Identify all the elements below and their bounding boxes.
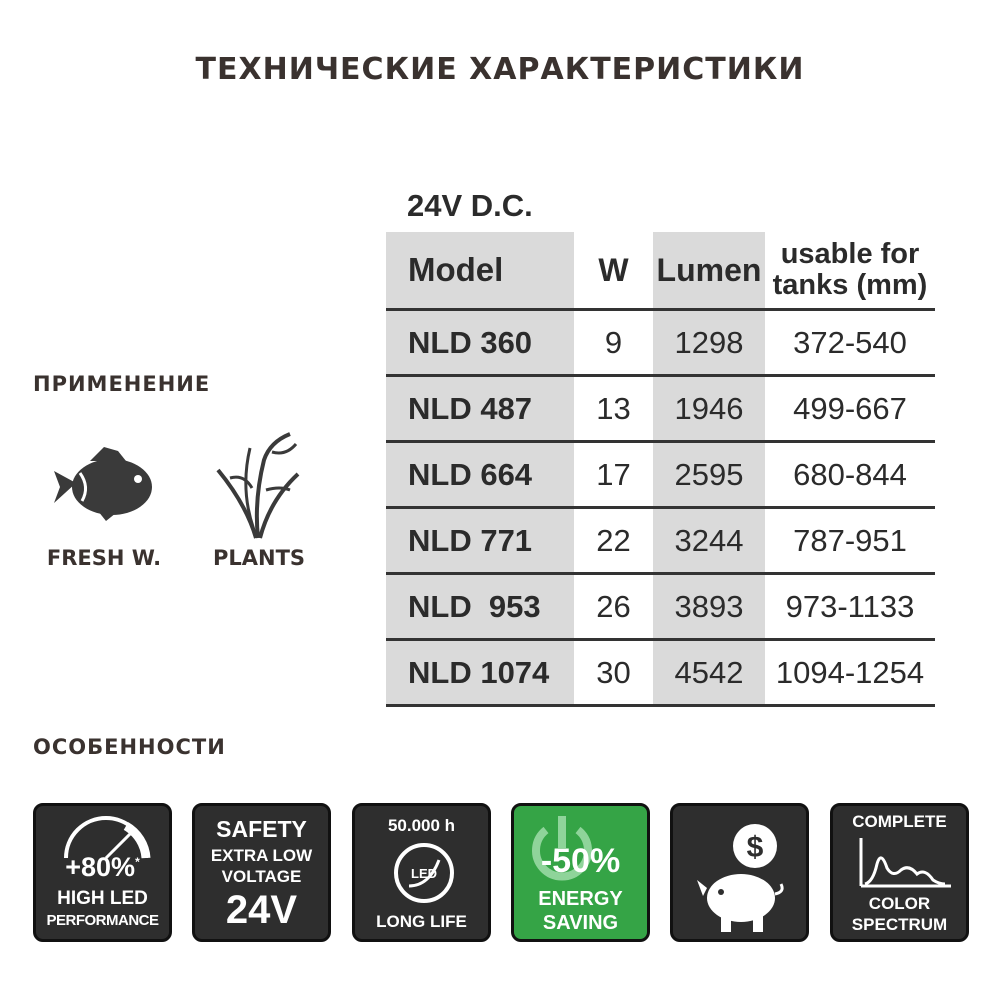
voltage-label: 24V D.C.	[407, 188, 533, 223]
feature-performance	[33, 803, 172, 942]
col-header-tanks	[765, 232, 935, 310]
col-header-w: W	[574, 232, 653, 310]
performance-line2: HIGH LED	[57, 888, 148, 909]
page-title: ТЕХНИЧЕСКИЕ ХАРАКТЕРИСТИКИ	[195, 52, 805, 87]
cell-lumen: 3893	[653, 574, 765, 640]
col-header-model: Model	[386, 232, 574, 310]
energy-line3: SAVING	[542, 912, 619, 934]
safety-line3: VOLTAGE	[221, 867, 302, 886]
safety-line2: EXTRA LOW	[210, 846, 313, 865]
fish-icon	[46, 443, 158, 523]
feature-long-life	[352, 803, 491, 942]
table-row	[386, 640, 935, 706]
cell-tanks: 973-1133	[765, 574, 935, 640]
cell-model: NLD 487	[386, 376, 574, 442]
life-label: LONG LIFE	[376, 912, 467, 931]
performance-percent: +80%	[65, 852, 136, 882]
application-heading: ПРИМЕНЕНИЕ	[33, 372, 211, 396]
piggy-bank-icon	[673, 806, 809, 942]
col-header-tanks-line1: usable for	[780, 238, 920, 270]
table-row	[386, 574, 935, 640]
application-label-plants: PLANTS	[212, 546, 306, 570]
table-row	[386, 442, 935, 508]
feature-safety	[192, 803, 331, 942]
performance-footnote-mark: *	[135, 855, 140, 869]
cell-tanks: 372-540	[765, 310, 935, 376]
cell-lumen: 2595	[653, 442, 765, 508]
spectrum-graph-icon	[847, 834, 957, 894]
spec-table	[386, 232, 935, 707]
cell-tanks: 680-844	[765, 442, 935, 508]
spectrum-line3: SPECTRUM	[851, 915, 948, 934]
led-badge-text: LED	[411, 866, 437, 881]
table-row	[386, 376, 935, 442]
plant-icon	[210, 430, 305, 540]
feature-energy-saving	[511, 803, 650, 942]
cell-model: NLD 1074	[386, 640, 574, 706]
cell-model: NLD 953	[386, 574, 574, 640]
cell-model: NLD 664	[386, 442, 574, 508]
safety-line1: SAFETY	[216, 816, 307, 842]
feature-spectrum	[830, 803, 969, 942]
features-heading: ОСОБЕННОСТИ	[33, 735, 226, 759]
energy-percent: -50%	[540, 842, 621, 880]
safety-line4: 24V	[225, 888, 298, 932]
cell-lumen: 1946	[653, 376, 765, 442]
cell-lumen: 1298	[653, 310, 765, 376]
cell-w: 17	[574, 442, 653, 508]
cell-tanks: 1094-1254	[765, 640, 935, 706]
spectrum-line2: COLOR	[868, 894, 931, 913]
col-header-lumen: Lumen	[653, 232, 765, 310]
cell-lumen: 3244	[653, 508, 765, 574]
table-row	[386, 508, 935, 574]
cell-w: 30	[574, 640, 653, 706]
life-hours: 50.000 h	[387, 816, 456, 835]
application-label-fresh: FRESH W.	[46, 546, 162, 570]
spectrum-line1: COMPLETE	[852, 812, 947, 831]
cell-model: NLD 360	[386, 310, 574, 376]
cell-w: 26	[574, 574, 653, 640]
cell-lumen: 4542	[653, 640, 765, 706]
dollar-sign: $	[746, 831, 764, 864]
energy-line2: ENERGY	[538, 888, 623, 910]
col-header-tanks-line2: tanks (mm)	[772, 269, 928, 301]
feature-savings	[670, 803, 809, 942]
table-row	[386, 310, 935, 376]
performance-value	[36, 852, 169, 883]
cell-tanks: 499-667	[765, 376, 935, 442]
cell-tanks: 787-951	[765, 508, 935, 574]
cell-w: 22	[574, 508, 653, 574]
performance-line3: PERFORMANCE	[46, 912, 159, 929]
cell-model: NLD 771	[386, 508, 574, 574]
led-bulb-icon	[389, 838, 459, 908]
cell-w: 13	[574, 376, 653, 442]
cell-w: 9	[574, 310, 653, 376]
table-header-row	[386, 232, 935, 310]
